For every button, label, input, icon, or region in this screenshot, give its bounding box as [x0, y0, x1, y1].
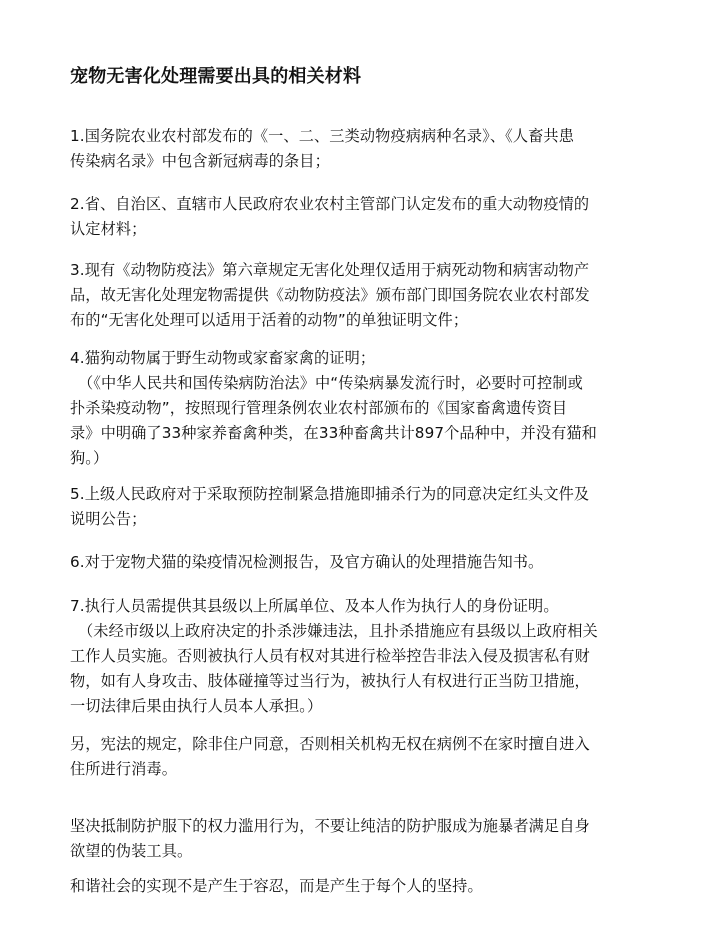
item-5 [70, 482, 666, 532]
item-7-line-1: 7.执行人员需提供其县级以上所属单位、及本人作为执行人的身份证明。 [70, 597, 559, 615]
item-1-line-1: 1.国务院农业农村部发布的《一、二、三类动物疫病病种名录》、《人畜共患 [70, 127, 574, 145]
item-1 [70, 124, 666, 174]
closing-1-line-1: 另，宪法的规定，除非住户同意，否则相关机构无权在病例不在家时擅自进入 [70, 735, 590, 753]
closing-1-line-2: 住所进行消毒。 [70, 760, 178, 778]
item-5-line-1: 5.上级人民政府对于采取预防控制紧急措施即捕杀行为的同意决定红头文件及 [70, 485, 590, 503]
item-7-note-line-2: 工作人员实施。否则被执行人员有权对其进行检举控告非法入侵及损害私有财 [70, 647, 590, 665]
item-4-note-line-3: 录》中明确了33种家养畜禽种类，在33种畜禽共计897个品种中，并没有猫和 [70, 424, 597, 442]
item-7-note-line-1: （未经市级以上政府决定的扑杀涉嫌违法，且扑杀措施应有县级以上政府相关 [78, 622, 598, 640]
item-4-note-line-4: 狗。） [70, 449, 109, 467]
item-3-line-3: 布的“无害化处理可以适用于活着的动物”的单独证明文件； [70, 311, 469, 329]
item-3-line-2: 品，故无害化处理宠物需提供《动物防疫法》颁布部门即国务院农业农村部发 [70, 286, 590, 304]
item-2-line-2: 认定材料； [70, 220, 147, 238]
closing-3-line-1: 和谐社会的实现不是产生于容忍，而是产生于每个人的坚持。 [70, 877, 483, 895]
item-3 [70, 258, 666, 333]
item-3-line-1: 3.现有《动物防疫法》第六章规定无害化处理仅适用于病死动物和病害动物产 [70, 261, 590, 279]
document-title: 宠物无害化处理需要出具的相关材料 [70, 66, 362, 87]
item-4 [70, 346, 666, 471]
closing-2-line-2: 欲望的伪装工具。 [70, 842, 193, 860]
item-7-note-line-4: 一切法律后果由执行人员本人承担。） [70, 697, 323, 715]
item-4-line-1: 4.猫狗动物属于野生动物或家畜家禽的证明； [70, 349, 376, 367]
item-4-note-line-1: （《中华人民共和国传染病防治法》中“传染病暴发流行时，必要时可控制或 [78, 374, 583, 392]
item-5-line-2: 说明公告； [70, 510, 147, 528]
item-2 [70, 192, 666, 242]
closing-paragraph-3 [70, 874, 666, 899]
item-2-line-1: 2.省、自治区、直辖市人民政府农业农村主管部门认定发布的重大动物疫情的 [70, 195, 590, 213]
item-7-note-line-3: 物，如有人身攻击、肢体碰撞等过当行为，被执行人有权进行正当防卫措施， [70, 672, 590, 690]
item-7 [70, 594, 666, 719]
item-4-note-line-2: 扑杀染疫动物”，按照现行管理条例农业农村部颁布的《国家畜禽遗传资目 [70, 399, 568, 417]
item-6-line-1: 6.对于宠物犬猫的染疫情况检测报告，及官方确认的处理措施告知书。 [70, 553, 544, 571]
closing-paragraph-2 [70, 814, 666, 864]
closing-2-line-1: 坚决抵制防护服下的权力滥用行为，不要让纯洁的防护服成为施暴者满足自身 [70, 817, 590, 835]
closing-paragraph-1 [70, 732, 666, 782]
item-1-line-2: 传染病名录》中包含新冠病毒的条目； [70, 152, 330, 170]
item-6 [70, 550, 666, 575]
